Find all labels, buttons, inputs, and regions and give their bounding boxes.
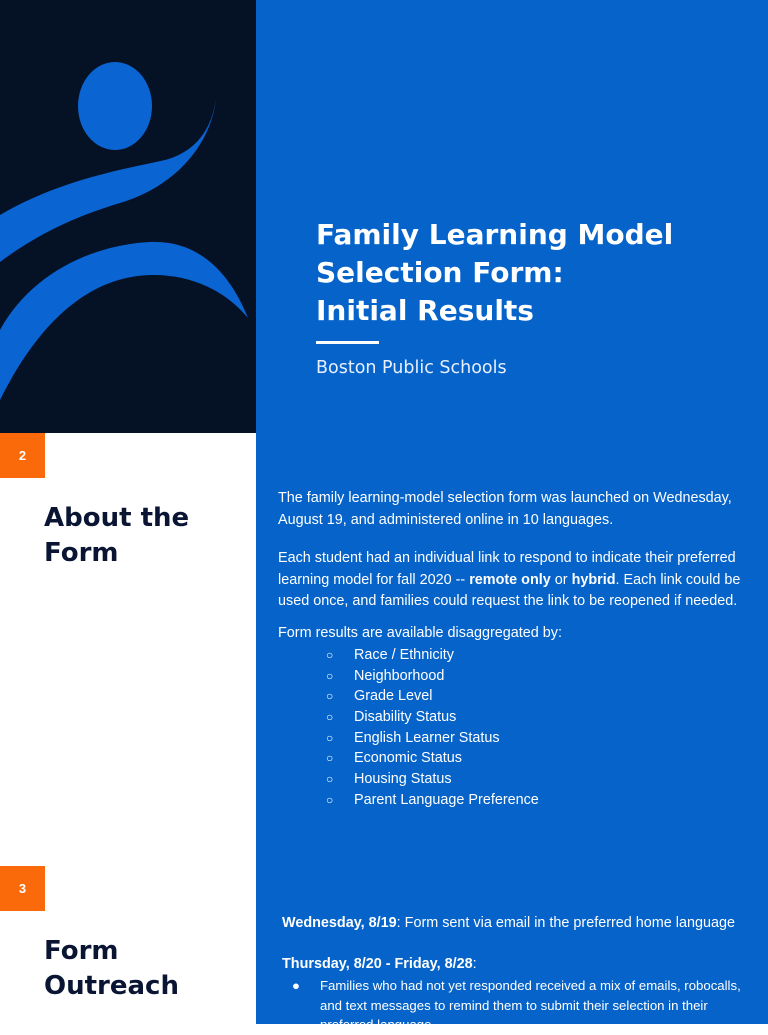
list-item: ○ English Learner Status (326, 728, 539, 749)
outreach-slide (0, 866, 768, 1032)
hybrid-text: hybrid (571, 571, 616, 588)
event-email: Wednesday, 8/19: Form sent via email in the preferred home language (282, 915, 736, 931)
cover-logo-panel (0, 0, 256, 433)
list-item: ○ Housing Status (326, 769, 539, 790)
cover-subtitle: Boston Public Schools (316, 358, 507, 378)
link-paragraph: Each student had an individual link to respond to indicate their preferred learning model for fall 2020 -- remote only or hybrid. Each link could be used once, and families could request the link to be reopened if needed. (278, 550, 741, 609)
circle-bullet-icon: ○ (326, 710, 334, 725)
event-reminders: Thursday, 8/20 - Friday, 8/28: (282, 956, 477, 972)
circle-bullet-icon: ○ (326, 668, 334, 683)
circle-bullet-icon: ○ (326, 751, 334, 766)
outreach-left-panel (0, 866, 256, 1024)
page-number-badge: 3 (0, 866, 45, 911)
page-number-badge: 2 (0, 433, 45, 478)
launch-paragraph: The family learning-model selection form was launched on Wednesday, August 19, and administered online in 10 languages. (278, 490, 732, 528)
circle-bullet-icon: ○ (326, 648, 334, 662)
list-item: ○ Parent Language Preference (326, 790, 539, 811)
about-left-panel (0, 433, 256, 866)
title-divider (316, 341, 379, 344)
outreach-content-panel (256, 866, 768, 1032)
about-slide (0, 433, 768, 866)
list-item: ○ Race / Ethnicity (326, 645, 539, 666)
circle-bullet-icon: ○ (326, 772, 334, 787)
circle-bullet-icon: ○ (326, 689, 334, 704)
page-title: Family Learning Model Selection Form: Initial Results (316, 218, 674, 327)
disaggregation-list (326, 645, 539, 811)
list-item: ● Families who had not yet responded received a mix of emails, robocalls, and text messages to remind them to submit their selection in their preferred language (292, 978, 741, 1032)
list-item: ○ Economic Status (326, 748, 539, 769)
bullet-dot-icon: ● (292, 978, 300, 993)
remote-only-text: remote only (469, 571, 551, 588)
circle-bullet-icon: ○ (326, 730, 334, 745)
section-title: Form Outreach (44, 936, 179, 1001)
cover-title-panel (256, 0, 768, 433)
about-content-panel (256, 433, 768, 866)
cover-slide (0, 0, 768, 433)
list-item: ○ Disability Status (326, 707, 539, 728)
circle-bullet-icon: ○ (326, 792, 334, 807)
list-item: ○ Grade Level (326, 686, 539, 707)
disaggregation-intro: Form results are available disaggregated by: (278, 625, 562, 641)
person-figure-icon (0, 0, 256, 433)
section-title: About the Form (44, 503, 190, 568)
list-item: ○ Neighborhood (326, 666, 539, 687)
